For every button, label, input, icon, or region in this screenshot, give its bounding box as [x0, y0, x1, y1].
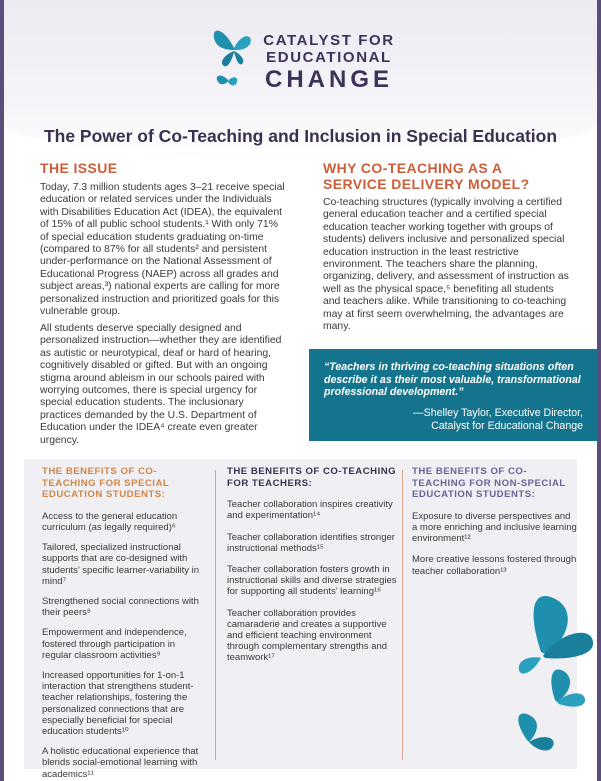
issue-paragraph-2: All students deserve specially designed and personalized instruction—whether they are identified as autistic or neurotypical, deaf or hard of hearing, cognitively disabled or gifted. But with an ongoing stigma around ableism in our schools paired with worrying outcomes, there is special urgency for special education students. The inclusionary practices demanded by the U.S. Department of Education under the IDEA⁴ create even greater urgency. [40, 323, 282, 446]
benefit-item: Access to the general education curriculum (as legally required)⁶ [42, 510, 178, 533]
quote-callout [309, 349, 601, 441]
benefit-item: Teacher collaboration identifies stronger instructional methods¹⁵ [227, 531, 395, 554]
why-paragraph: Co-teaching structures (typically involving a certified general education teacher and a certified special education teacher working together with groups of students) delivers inclusive and personalized special education instruction in the least restrictive environment. The teachers share the planning, organizing, delivery, and assessment of instruction as well as the physical space,⁵ benefiting all students and teachers alike. While transitioning to co-teaching may at first seem overwhelming, the advantages are many. [323, 197, 569, 333]
benefits-special-heading: THE BENEFITS OF CO-TEACHING FOR SPECIAL EDUCATION STUDENTS: [42, 466, 170, 501]
issue-heading: THE ISSUE [40, 160, 118, 176]
benefit-item: Teacher collaboration provides camaraderie and creates a supportive and efficient teaching environment through complementary strengths and teamwork¹⁷ [227, 607, 388, 664]
quote-text: “Teachers in thriving co-teaching situations often describe it as their most valuable, transformational professional development.” [324, 361, 581, 399]
why-heading: WHY CO-TEACHING AS A SERVICE DELIVERY MODEL? [323, 160, 530, 192]
benefit-item: A holistic educational experience that blends social-emotional learning with academics¹¹ [42, 746, 199, 780]
benefits-nonspecial-heading: THE BENEFITS OF CO-TEACHING FOR NON-SPECIAL EDUCATION STUDENTS: [412, 466, 566, 501]
page-title: The Power of Co-Teaching and Inclusion in Special Education [43, 126, 558, 146]
benefits-special-column [42, 466, 207, 781]
butterfly-decoration-icon [497, 590, 601, 781]
benefit-item: Increased opportunities for 1-on-1 interaction that strengthens student-teacher relationships, fostering the personalized connections that are especially beneficial for special education students¹⁰ [42, 670, 194, 738]
benefit-item: Tailored, specialized instructional supports that are co-designed with students’ specific learner-variability in mind⁷ [42, 542, 199, 587]
column-divider [215, 470, 216, 760]
quote-attribution [324, 407, 587, 433]
column-divider [402, 470, 403, 760]
brand-line-2: EDUCATIONAL [266, 49, 392, 66]
benefits-teachers-heading: THE BENEFITS OF CO-TEACHING FOR TEACHERS: [227, 466, 397, 489]
benefit-item: Empowerment and independence, fostered through participation in regular classroom activities⁹ [42, 627, 187, 661]
brand-logo [210, 18, 400, 104]
benefits-nonspecial-column [412, 466, 577, 587]
benefit-item: Teacher collaboration fosters growth in instructional skills and diverse strategies for supporting all students’ learning¹⁶ [227, 564, 397, 598]
brand-line-3: CHANGE [264, 66, 393, 93]
benefits-teachers-column [227, 466, 397, 674]
benefit-item: Exposure to diverse perspectives and a more enriching and inclusive learning environment¹² [412, 510, 577, 545]
quote-attribution-line-1: —Shelley Taylor, Executive Director, [413, 406, 583, 419]
butterfly-icon [210, 18, 258, 94]
benefit-item: Strengthened social connections with their peers⁸ [42, 596, 199, 619]
benefit-item: Teacher collaboration inspires creativity and experimentation¹⁴ [227, 499, 393, 522]
benefit-item: More creative lessons fostered through teacher collaboration¹³ [412, 554, 577, 577]
brand-line-1: CATALYST FOR [263, 32, 395, 49]
quote-attribution-line-2: Catalyst for Educational Change [431, 419, 583, 432]
issue-paragraph-1: Today, 7.3 million students ages 3–21 receive special education or related services under the Individuals with Disabilities Education Act (IDEA), the equivalent of 15% of all public school students.¹ With only 71% of special education students graduating on-time (compared to 87% for all students² and persistent under-performance on the National Assessment of Educational Progress (NAEP) across all grades and subject areas,³) national experts are calling for more personalized instruction and prioritized goals for this vulnerable group. [40, 182, 285, 318]
brand-wordmark [258, 32, 400, 94]
